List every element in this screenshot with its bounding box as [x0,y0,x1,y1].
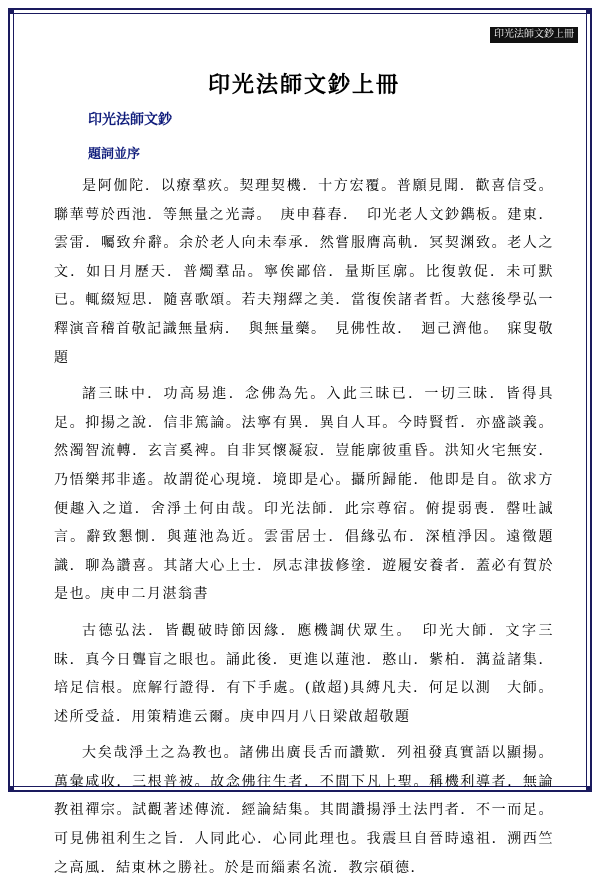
section-heading: 印光法師文鈔 [88,112,172,128]
sub-heading: 題詞並序 [88,147,141,162]
corner-ornament [8,8,14,14]
corner-ornament [586,8,592,14]
corner-ornament [8,786,14,792]
corner-ornament [586,786,592,792]
page-content [54,60,554,890]
running-header: 印光法師文鈔上冊 [490,27,578,43]
book-title: 印光法師文鈔上冊 [207,72,400,98]
paragraph: 諸三昧中．功高易進．念佛為先。入此三昧已．一切三昧．皆得具足。抑揚之說．信非篤論。法寧有異．異自人耳。今時賢哲．亦盛談義。然濁智流轉．玄言奚裨。自非冥懷凝寂．豈能廓彼重昏。洪知火宅無安．乃悟樂邦非遙。故謂從心現境．境即是心。攝所歸能．他即是自。欲求方便趣入之道．舍淨土何由哉。印光法師．此宗尊宿。俯提弱喪．罄吐誠言。辭致懇惻．與蓮池為近。雲雷居士．倡緣弘布．深植淨因。遠徵題識．聊為讚喜。其諸大心上士．夙志津拔修塗．遊履安養者．蓋必有賀於是也。庚申二月湛翁書 [54,386,554,603]
paragraph: 大矣哉淨土之為教也。諸佛出廣長舌而讚歎．列祖發真實語以顯揚。萬彙咸收．三根普被。故念佛往生者．不間下凡上聖。稱機利導者．無論教祖禪宗。試觀著述傳流．經論結集。其間讚揚淨土法門者．不一而足。可見佛祖利生之旨．人同此心．心同此理也。我震旦自晉時遠祖．溯西竺之高風．結東林之勝社。於是而緇素名流．教宗碩德． [54,745,554,876]
paragraph: 是阿伽陀．以療羣疚。契理契機．十方宏覆。普願見聞．歡喜信受。聯華萼於西池．等無量之光壽。 庚申暮春． 印光老人文鈔鐫板。建東．雲雷．囑致弁辭。余於老人向未奉承．然嘗服膺高軌．冥契渊致。老人之文．如日月歷天．普燭羣品。寧俟鄙倍．量斯匡廓。比復敦促．未可默已。輒綴短思．隨喜歌頌。若夫翔繹之美．當復俟諸者哲。大慈後學弘一釋演音稽首敬記識無量病． 與無量藥。 見佛性故． 迴己濟他。 寐叟敬題 [54,178,554,366]
paragraph: 古德弘法．皆觀破時節因緣．應機調伏眾生。 印光大師．文字三昧．真今日聾盲之眼也。誦此後．更進以蓮池．憨山．紫柏．蕅益諸集．培足信根。庶解行證得．有下手處。(啟超)具縛凡夫．何足以測 大師。述所受益．用策精進云爾。庚申四月八日梁啟超敬題 [54,622,554,725]
